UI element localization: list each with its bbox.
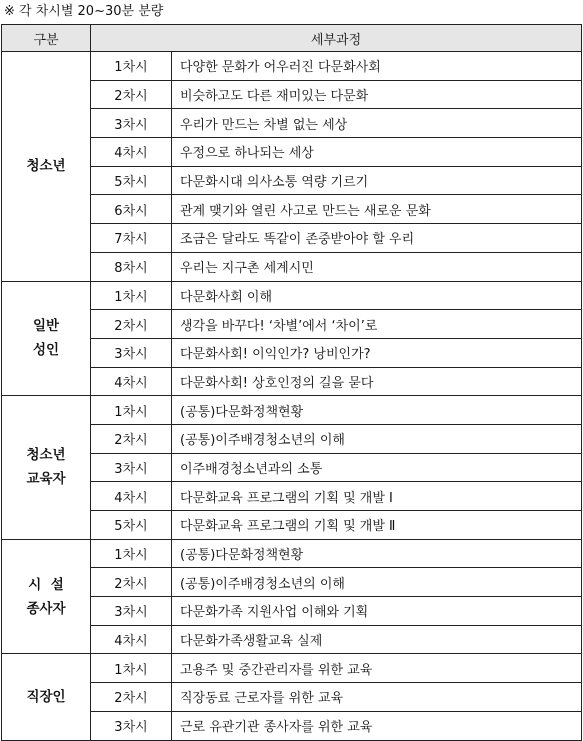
session-cell: 2차시: [91, 424, 172, 453]
group-name-cell: [2, 654, 91, 740]
content-cell: 우정으로 하나되는 세상: [172, 138, 582, 167]
group-name-cell: [2, 52, 91, 282]
content-cell: 다문화시대 의사소통 역량 기르기: [172, 166, 582, 195]
session-cell: 3차시: [91, 338, 172, 367]
table-row: [2, 654, 582, 683]
duration-note: ※ 각 차시별 20~30분 분량: [4, 4, 164, 19]
group-name-cell: [2, 281, 91, 396]
session-cell: 2차시: [91, 568, 172, 597]
content-cell: 조금은 달라도 똑같이 존중받아야 할 우리: [172, 224, 582, 253]
session-cell: 3차시: [91, 597, 172, 626]
session-cell: 8차시: [91, 252, 172, 281]
content-cell: 비슷하고도 다른 재미있는 다문화: [172, 80, 582, 109]
group-name-line: 종사자: [26, 600, 66, 617]
content-cell: 관계 맺기와 열린 사고로 만드는 새로운 문화: [172, 195, 582, 224]
group-name-line: 직장인: [26, 688, 66, 705]
session-cell: 6차시: [91, 195, 172, 224]
session-cell: 3차시: [91, 109, 172, 138]
session-cell: 5차시: [91, 511, 172, 540]
session-cell: 7차시: [91, 224, 172, 253]
session-cell: 3차시: [91, 711, 172, 740]
content-cell: 우리가 만드는 차별 없는 세상: [172, 109, 582, 138]
group-name-line: 청소년: [26, 447, 66, 464]
table-row: [2, 396, 582, 425]
content-cell: 다문화사회 이해: [172, 281, 582, 310]
content-cell: 근로 유관기관 종사자를 위한 교육: [172, 711, 582, 740]
group-name-line: 청소년: [26, 158, 66, 175]
content-cell: 다문화사회! 이익인가? 낭비인가?: [172, 338, 582, 367]
session-cell: 1차시: [91, 52, 172, 81]
content-cell: 다양한 문화가 어우러진 다문화사회: [172, 52, 582, 81]
group-name-cell: [2, 539, 91, 654]
content-cell: 다문화교육 프로그램의 기획 및 개발 Ⅰ: [172, 482, 582, 511]
session-cell: 4차시: [91, 625, 172, 654]
content-cell: 다문화교육 프로그램의 기획 및 개발 Ⅱ: [172, 511, 582, 540]
group-name-line: 일반: [32, 318, 60, 335]
content-cell: 다문화사회! 상호인정의 길을 묻다: [172, 367, 582, 396]
table-row: [2, 52, 582, 81]
content-cell: 직장동료 근로자를 위한 교육: [172, 683, 582, 712]
table-row: [2, 539, 582, 568]
session-cell: 1차시: [91, 539, 172, 568]
group-name-line: 성인: [32, 342, 60, 359]
session-cell: 1차시: [91, 396, 172, 425]
content-cell: 우리는 지구촌 세계시민: [172, 252, 582, 281]
session-cell: 2차시: [91, 310, 172, 339]
content-cell: 생각을 바꾸다! ‘차별’에서 ‘차이’로: [172, 310, 582, 339]
content-cell: (공통)다문화정책현황: [172, 396, 582, 425]
content-cell: 다문화가족생활교육 실제: [172, 625, 582, 654]
header-category: 구분: [2, 25, 91, 52]
session-cell: 1차시: [91, 281, 172, 310]
table-body: [2, 52, 582, 741]
session-cell: 1차시: [91, 654, 172, 683]
group-name-cell: [2, 396, 91, 539]
session-cell: 4차시: [91, 482, 172, 511]
session-cell: 2차시: [91, 80, 172, 109]
session-cell: 4차시: [91, 367, 172, 396]
content-cell: 고용주 및 중간관리자를 위한 교육: [172, 654, 582, 683]
content-cell: (공통)다문화정책현황: [172, 539, 582, 568]
session-cell: 3차시: [91, 453, 172, 482]
group-name-line: 시 설: [28, 576, 64, 593]
session-cell: 4차시: [91, 138, 172, 167]
table-row: [2, 281, 582, 310]
curriculum-table: [1, 24, 582, 741]
content-cell: 이주배경청소년과의 소통: [172, 453, 582, 482]
content-cell: (공통)이주배경청소년의 이해: [172, 568, 582, 597]
content-cell: (공통)이주배경청소년의 이해: [172, 424, 582, 453]
session-cell: 5차시: [91, 166, 172, 195]
content-cell: 다문화가족 지원사업 이해와 기획: [172, 597, 582, 626]
header-detail: 세부과정: [91, 25, 582, 52]
group-name-line: 교육자: [26, 471, 66, 488]
session-cell: 2차시: [91, 683, 172, 712]
table-header-row: [2, 25, 582, 52]
